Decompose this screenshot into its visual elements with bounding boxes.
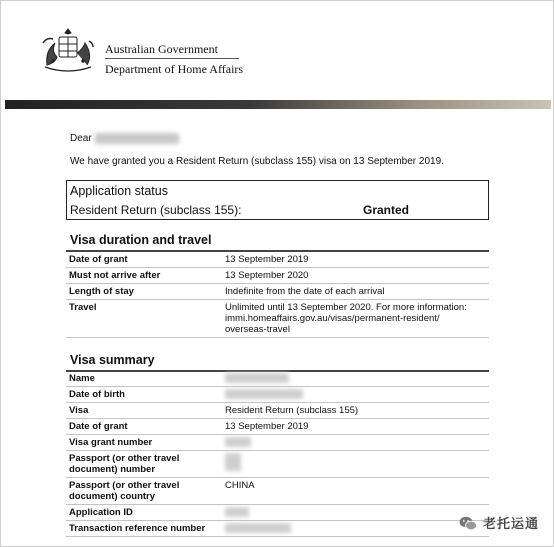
table-row bbox=[66, 387, 489, 403]
header-divider bbox=[105, 58, 239, 59]
intro-text: We have granted you a Resident Return (subclass 155) visa on 13 September 2019. bbox=[70, 156, 444, 167]
watermark bbox=[459, 514, 547, 534]
table-row bbox=[66, 505, 489, 521]
travel-link: immi.homeaffairs.gov.au/visas/permanent-resident/ bbox=[225, 313, 440, 324]
salutation bbox=[70, 133, 179, 145]
summary-table bbox=[66, 371, 489, 537]
coat-of-arms-icon bbox=[37, 25, 99, 75]
application-status-box bbox=[66, 180, 489, 220]
table-row bbox=[66, 300, 489, 338]
redacted-value bbox=[225, 389, 303, 399]
row-value: 13 September 2020 bbox=[222, 268, 489, 284]
row-label: Name bbox=[66, 371, 222, 387]
table-row bbox=[66, 403, 489, 419]
table-row bbox=[66, 521, 489, 537]
row-value bbox=[222, 505, 489, 521]
duration-heading: Visa duration and travel bbox=[70, 233, 212, 247]
table-row bbox=[66, 268, 489, 284]
table-row bbox=[66, 371, 489, 387]
row-label: Visa bbox=[66, 403, 222, 419]
travel-line-3: overseas-travel bbox=[225, 324, 290, 335]
redacted-value bbox=[225, 453, 241, 471]
row-value bbox=[222, 435, 489, 451]
row-label: Date of grant bbox=[66, 419, 222, 435]
row-value bbox=[222, 371, 489, 387]
row-label: Must not arrive after bbox=[66, 268, 222, 284]
row-value: 13 September 2019 bbox=[222, 419, 489, 435]
table-row bbox=[66, 252, 489, 268]
row-value: Resident Return (subclass 155) bbox=[222, 403, 489, 419]
table-row bbox=[66, 419, 489, 435]
row-label: Date of grant bbox=[66, 252, 222, 268]
row-value: CHINA bbox=[222, 478, 489, 505]
row-label bbox=[66, 451, 222, 478]
row-label: Transaction reference number bbox=[66, 521, 222, 537]
row-value: 13 September 2019 bbox=[222, 252, 489, 268]
redacted-value bbox=[225, 437, 251, 447]
label-line-1: Passport (or other travel bbox=[69, 480, 180, 491]
row-value bbox=[222, 387, 489, 403]
redacted-value bbox=[225, 507, 249, 517]
summary-heading: Visa summary bbox=[70, 353, 155, 367]
travel-line-1: Unlimited until 13 September 2020. For more information: bbox=[225, 302, 467, 313]
row-value: Indefinite from the date of each arrival bbox=[222, 284, 489, 300]
header-band bbox=[5, 100, 551, 109]
salutation-text: Dear bbox=[70, 133, 92, 145]
table-row bbox=[66, 435, 489, 451]
status-title: Application status bbox=[70, 184, 168, 198]
watermark-text: 老托运通 bbox=[483, 516, 540, 531]
label-line-2: document) country bbox=[69, 491, 156, 502]
row-label: Application ID bbox=[66, 505, 222, 521]
status-badge: Granted bbox=[363, 203, 410, 217]
row-value bbox=[222, 521, 489, 537]
row-value bbox=[222, 300, 489, 338]
table-row bbox=[66, 284, 489, 300]
status-visa: Resident Return (subclass 155): bbox=[70, 203, 242, 217]
row-value bbox=[222, 451, 489, 478]
table-row bbox=[66, 478, 489, 505]
row-label: Travel bbox=[66, 300, 222, 338]
government-name: Australian Government bbox=[105, 42, 218, 56]
label-line-2: document) number bbox=[69, 464, 156, 475]
row-label: Visa grant number bbox=[66, 435, 222, 451]
redacted-name bbox=[95, 133, 179, 144]
redacted-value bbox=[225, 523, 291, 533]
redacted-value bbox=[225, 373, 289, 383]
row-label: Date of birth bbox=[66, 387, 222, 403]
row-label: Length of stay bbox=[66, 284, 222, 300]
department-name: Department of Home Affairs bbox=[105, 62, 244, 76]
row-label bbox=[66, 478, 222, 505]
duration-table bbox=[66, 252, 489, 338]
wechat-icon bbox=[459, 516, 477, 531]
table-row bbox=[66, 451, 489, 478]
label-line-1: Passport (or other travel bbox=[69, 453, 180, 464]
